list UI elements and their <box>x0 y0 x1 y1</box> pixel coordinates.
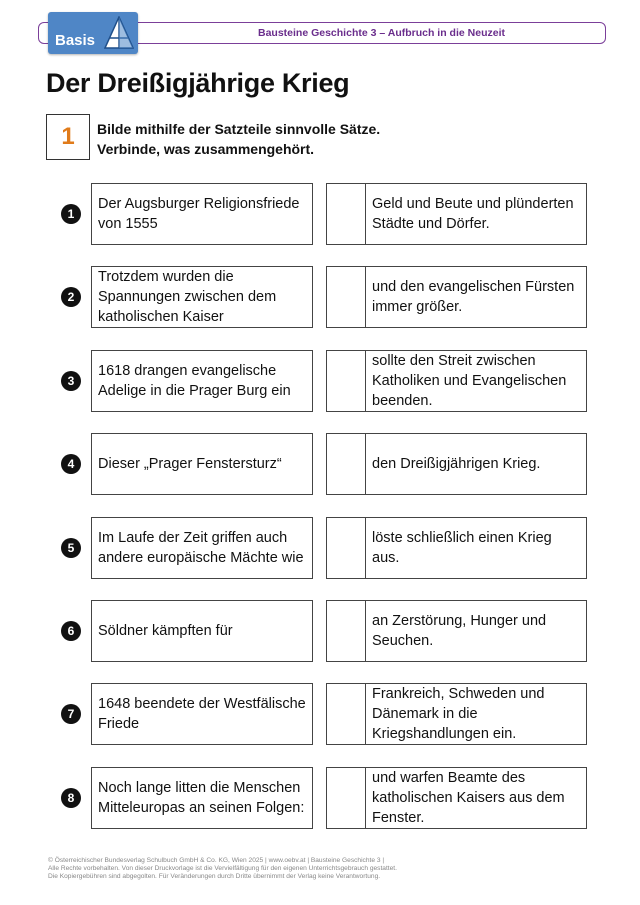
sentence-end-cell[interactable] <box>365 600 587 662</box>
sentence-end-text: löste schließlich einen Krieg aus. <box>372 530 552 566</box>
sentence-start-cell[interactable] <box>91 266 313 328</box>
sentence-end-cell[interactable] <box>365 350 587 412</box>
sentence-start-text: Noch lange litten die Menschen Mitteleuropas an seinen Folgen: <box>98 780 305 816</box>
sentence-start-cell[interactable] <box>91 517 313 579</box>
sentence-end-cell[interactable] <box>365 183 587 245</box>
match-row <box>0 350 640 412</box>
answer-slot[interactable] <box>326 266 366 328</box>
answer-slot[interactable] <box>326 767 366 829</box>
sentence-end-text: und warfen Beamte des katholischen Kaisers aus dem Fenster. <box>372 770 565 826</box>
series-title: Bausteine Geschichte 3 – Aufbruch in die Neuzeit <box>257 27 505 39</box>
sentence-start-text: 1648 beendete der Westfälische Friede <box>98 696 306 732</box>
sentence-start-text: 1618 drangen evangelische Adelige in die Prager Burg ein <box>98 363 291 399</box>
sentence-end-text: und den evangelischen Fürsten immer größer. <box>372 279 575 315</box>
sentence-end-text: Geld und Beute und plünderten Städte und Dörfer. <box>372 196 574 232</box>
sentence-end-cell[interactable] <box>365 683 587 745</box>
row-number-badge: 6 <box>61 621 81 641</box>
sentence-start-text: Söldner kämpften für <box>98 623 233 639</box>
task-instruction-2: Verbinde, was zusammengehört. <box>97 141 315 157</box>
footer-line: Die Kopiergebühren sind abgegolten. Für Veränderungen durch Dritte übernimmt der Verlag keine Verantwortung. <box>48 873 381 880</box>
sentence-end-cell[interactable] <box>365 433 587 495</box>
row-number-badge: 4 <box>61 454 81 474</box>
sentence-start-text: Trotzdem wurden die Spannungen zwischen dem katholischen Kaiser <box>98 269 277 325</box>
sentence-start-cell[interactable] <box>91 350 313 412</box>
sentence-end-cell[interactable] <box>365 767 587 829</box>
sentence-start-cell[interactable] <box>91 767 313 829</box>
match-row <box>0 683 640 745</box>
row-number-badge: 1 <box>61 204 81 224</box>
sentence-start-text: Dieser „Prager Fenstersturz“ <box>98 456 282 472</box>
row-number-badge: 7 <box>61 704 81 724</box>
sentence-end-text: den Dreißigjährigen Krieg. <box>372 456 541 472</box>
match-row <box>0 183 640 245</box>
row-number-badge: 5 <box>61 538 81 558</box>
row-number-badge: 3 <box>61 371 81 391</box>
footer-line: Alle Rechte vorbehalten. Von dieser Druckvorlage ist die Vervielfältigung für den eigenen Unterrichtsgebrauch gestattet. <box>48 865 397 872</box>
sentence-start-cell[interactable] <box>91 600 313 662</box>
row-number-badge: 2 <box>61 287 81 307</box>
footer <box>48 857 608 881</box>
match-row <box>0 600 640 662</box>
match-row <box>0 767 640 829</box>
basis-badge <box>48 12 138 54</box>
sentence-start-text: Im Laufe der Zeit griffen auch andere europäische Mächte wie <box>98 530 304 566</box>
footer-line: © Österreichischer Bundesverlag Schulbuch GmbH & Co. KG, Wien 2025 | www.oebv.at | Bausteine Geschichte 3 | <box>48 857 385 864</box>
row-number-badge: 8 <box>61 788 81 808</box>
answer-slot[interactable] <box>326 350 366 412</box>
pyramid-logo-icon <box>104 16 134 50</box>
task-number: 1 <box>46 114 90 160</box>
sentence-start-cell[interactable] <box>91 433 313 495</box>
sentence-end-text: an Zerstörung, Hunger und Seuchen. <box>372 613 547 649</box>
answer-slot[interactable] <box>326 183 366 245</box>
badge-label: Basis <box>55 32 96 49</box>
match-row <box>0 266 640 328</box>
answer-slot[interactable] <box>326 433 366 495</box>
answer-slot[interactable] <box>326 683 366 745</box>
match-row <box>0 433 640 495</box>
sentence-start-cell[interactable] <box>91 183 313 245</box>
page-title: Der Dreißigjährige Krieg <box>46 68 350 98</box>
answer-slot[interactable] <box>326 517 366 579</box>
sentence-end-text: sollte den Streit zwischen Katholiken und Evangelischen beenden. <box>372 353 567 409</box>
sentence-start-cell[interactable] <box>91 683 313 745</box>
match-row <box>0 517 640 579</box>
answer-slot[interactable] <box>326 600 366 662</box>
sentence-end-cell[interactable] <box>365 266 587 328</box>
sentence-end-text: Frankreich, Schweden und Dänemark in die Kriegshandlungen ein. <box>372 686 545 742</box>
task-instruction-1: Bilde mithilfe der Satzteile sinnvolle Sätze. <box>97 121 381 137</box>
sentence-start-text: Der Augsburger Religionsfriede von 1555 <box>98 196 300 232</box>
sentence-end-cell[interactable] <box>365 517 587 579</box>
